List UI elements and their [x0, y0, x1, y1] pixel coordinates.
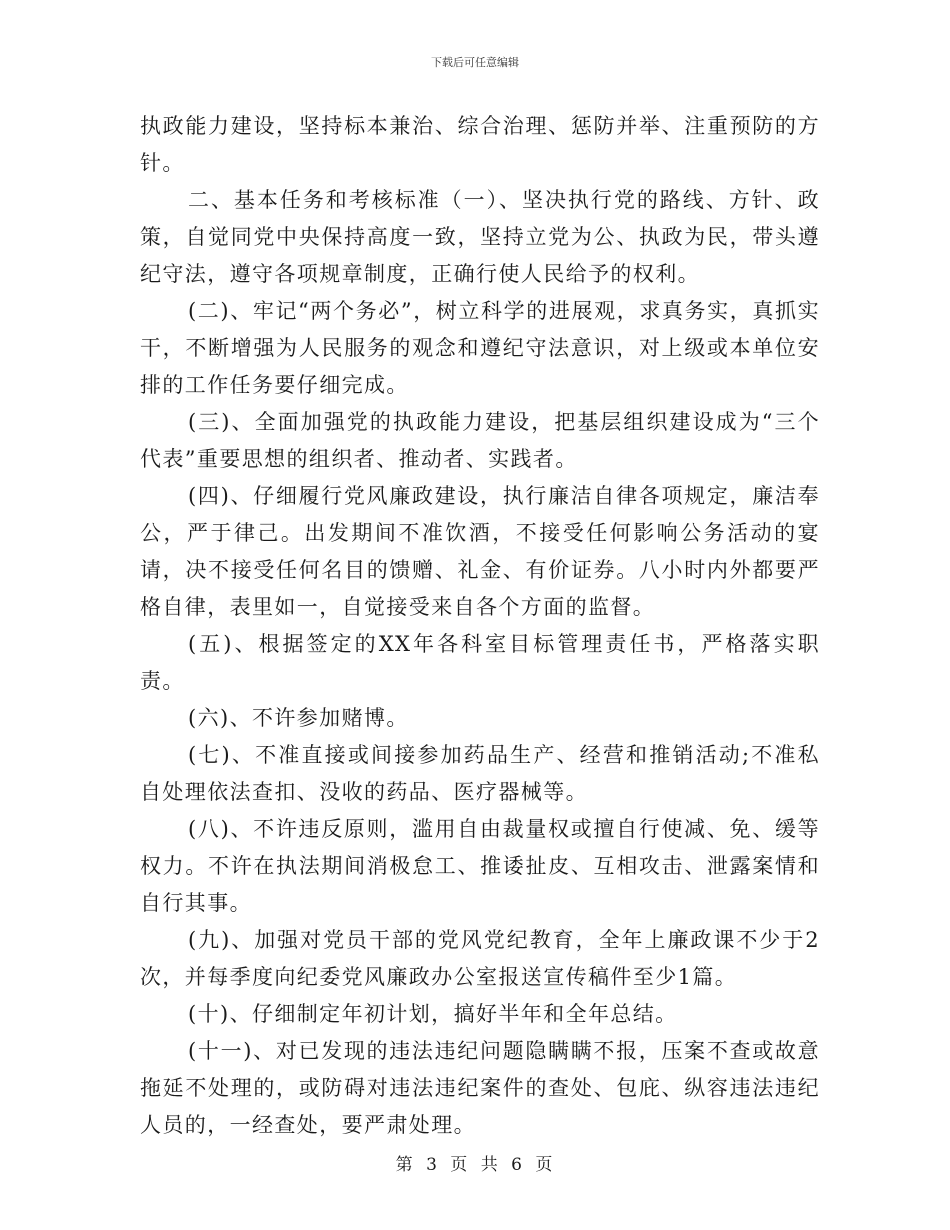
paragraph-4: (三)、全面加强党的执政能力建设，把基层组织建设成为“三个代表”重要思想的组织者、推动者、实践者。 — [140, 410, 820, 471]
page-header-note: 下载后可任意编辑 — [431, 56, 519, 69]
paragraph-6: (五)、根据签定的XX年各科室目标管理责任书，严格落实职责。 — [140, 632, 820, 693]
footer-suffix: 页 — [535, 1155, 555, 1175]
paragraph-9: (八)、不许违反原则，滥用自由裁量权或擅自行使减、免、缓等权力。不许在执法期间消极怠工、推诿扯皮、互相攻击、泄露案情和自行其事。 — [140, 817, 820, 915]
current-page-number: 3 — [426, 1155, 439, 1175]
paragraph-3: (二)、牢记“两个务必”，树立科学的进展观，求真务实，真抓实干，不断增强为人民服务的观念和遵纪守法意识，对上级或本单位安排的工作任务要仔细完成。 — [140, 299, 820, 397]
paragraph-7: (六)、不许参加赌博。 — [188, 706, 409, 730]
paragraph-10: (九)、加强对党员干部的党风党纪教育，全年上廉政课不少于2次，并每季度向纪委党风廉政办公室报送宣传稿件至少1篇。 — [140, 928, 820, 989]
paragraph-2: 二、基本任务和考核标准（一）、坚决执行党的路线、方针、政策，自觉同党中央保持高度一致，坚持立党为公、执政为民，带头遵纪守法，遵守各项规章制度，正确行使人民给予的权利。 — [140, 188, 820, 286]
paragraph-1: 执政能力建设，坚持标本兼治、综合治理、惩防并举、注重预防的方针。 — [140, 114, 820, 175]
paragraph-5: (四)、仔细履行党风廉政建设，执行廉洁自律各项规定，廉洁奉公，严于律己。出发期间不准饮酒，不接受任何影响公务活动的宴请，决不接受任何名目的馈赠、礼金、有价证券。八小时内外都要严格自律，表里如一，自觉接受来自各个方面的监督。 — [140, 484, 820, 619]
paragraph-12: (十一)、对已发现的违法违纪问题隐瞒瞒不报，压案不查或故意拖延不处理的，或防碍对违法违纪案件的查处、包庇、纵容违法违纪人员的，一经查处，要严肃处理。 — [140, 1039, 820, 1137]
page-footer — [0, 1150, 950, 1175]
paragraph-8: (七)、不准直接或间接参加药品生产、经营和推销活动;不准私自处理依法查扣、没收的药品、医疗器械等。 — [140, 743, 820, 804]
footer-page-word: 页 — [450, 1155, 470, 1175]
footer-prefix: 第 — [395, 1155, 415, 1175]
footer-total-word: 共 — [480, 1155, 500, 1175]
total-pages-number: 6 — [511, 1155, 524, 1175]
document-body — [140, 108, 820, 1144]
paragraph-11: (十)、仔细制定年初计划，搞好半年和全年总结。 — [188, 1002, 678, 1026]
